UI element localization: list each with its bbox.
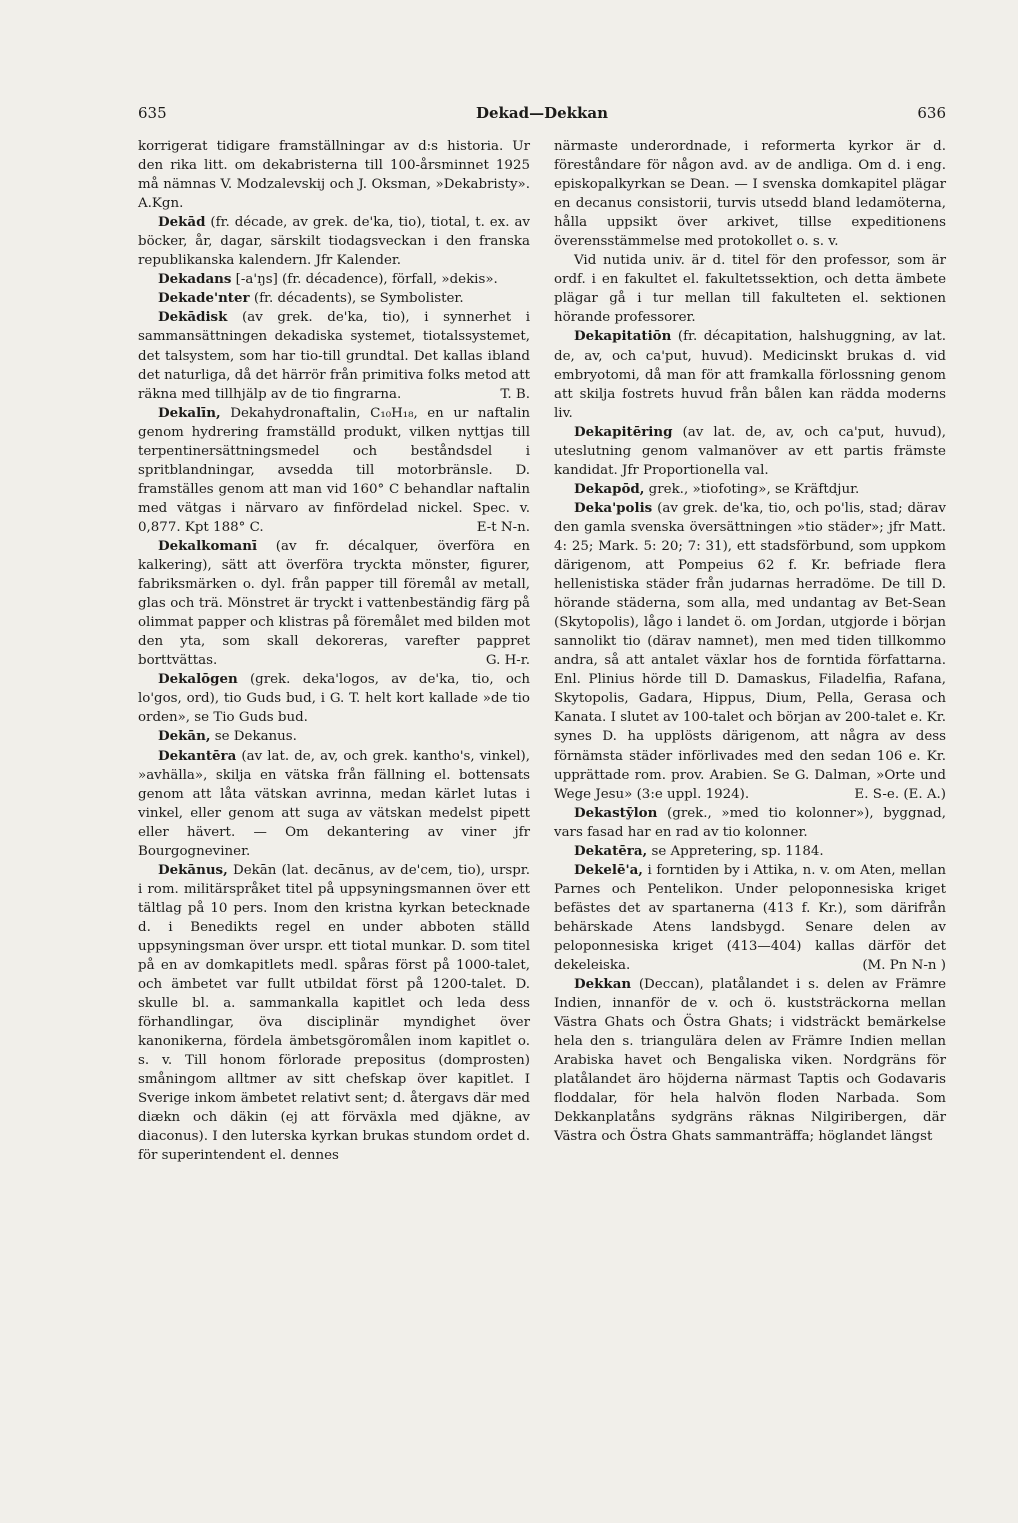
entry-dekan: Dekān, se Dekanus.: [158, 728, 297, 745]
entry-dekalkomani: Dekalkomanī (av fr. décalquer, överföra en kalkering), sätt att överföra tryckta mönster, figurer, fabriksmärken o. dyl. från papper till föremål av metall, glas och trä. Mönstret är tryckt i vattenbeständig färg på olimmat papper och klistras på föremålet med bilden mot den yta, som skall dekoreras, varefter pappret borttvättas. G. H-r.: [138, 537, 530, 670]
entry-dekad: Dekād (fr. décade, av grek. de'ka, tio), tiotal, t. ex. av böcker, år, dagar, särskilt tiodagsveckan i den franska republikanska kalendern. Jfr Kalender.: [138, 214, 530, 269]
headword: Dekādisk: [158, 309, 228, 326]
headword: Dekalkomanī: [158, 537, 258, 554]
headword: Deka'polis: [574, 499, 653, 516]
entry-dekalogen: Dekalōgen (grek. deka'logos, av de'ka, tio, och lo'gos, ord), tio Guds bud, i G. T. helt kort kallade »de tio orden», se Tio Guds bud.: [138, 671, 531, 726]
headword: Dekastȳlon: [574, 804, 658, 821]
entry-dekanus-univ: Vid nutida univ. är d. titel för den professor, som är ordf. i en fakultet el. fakultetssektion, och detta ämbete plägar gå i tur mellan till fakulteten el. sektionen hörande professorer.: [554, 253, 946, 326]
entry-dekapitering: Dekapitēring (av lat. de, av, och ca'put, huvud), uteslutning genom valmanöver av ett partis främste kandidat. Jfr Proportionella val.: [554, 423, 946, 478]
headword: Dekād: [158, 214, 206, 231]
entry-continuation: närmaste underordnade, i reformerta kyrkor är d. föreståndare för någon avd. av de andliga. Om d. i eng. episkopalkyrkan se Dean. — I svenska domkapitel plägar en decanus consistorii, turvis utsedd bland ledamöterna, hålla uppsikt över arkivet, tillse expeditionens överensstämmelse med protokollet o. s. v.: [554, 139, 946, 250]
author-signature: G. H-r.: [485, 653, 530, 669]
headword: Dekapitēring: [574, 423, 673, 440]
headword: Dekantēra: [158, 747, 237, 764]
page-number-left: 635: [138, 104, 167, 122]
entry-dekatera: Dekatēra, se Appretering, sp. 1184.: [574, 842, 824, 859]
headword: Dekānus,: [158, 861, 228, 878]
entry-dekanus: Dekānus, Dekān (lat. decānus, av de'cem, tio), urspr. i rom. militärspråket titel på uppsyningsmannen över ett tältlag på 10 pers. Inom den kristna kyrkan betecknade d. i Benedikts regel en under abboten ställd uppsyningsman över urspr. ett tiotal munkar. D. som titel på en av domkapitlets medl. spåras först på 1000-talet, och ämbetet var fullt utbildat först på 1200-talet. D. skulle bl. a. sammankalla kapitlet och leda dess förhandlingar, öva disciplinär myndighet över kanonikerna, fördela ämbetsgöromålen inom kapitlet o. s. v. Till honom förlorade prepositus (domprosten) småningom alltmer av sitt chefskap över kapitlet. I Sverige inkom ämbetet relativt sent; d. återgavs där med diækn och däkin (ej att förväxla med djäkne, av diaconus). I den luterska kyrkan brukas stundom ordet d. för superintendent el. dennes: [138, 861, 530, 1164]
entry-dekapitation: Dekapitatiōn (fr. décapitation, halshuggning, av lat. de, av, och ca'put, huvud). Medicinskt brukas d. vid embryotomi, då man för att framkalla förlossning genom att skilja fostrets huvud från bålen kan rädda moderns liv.: [554, 328, 946, 421]
entry-continuation: korrigerat tidigare framställningar av d:s historia. Ur den rika litt. om dekabristerna till 100-årsminnet 1925 må nämnas V. Modzalevskij och J. Oksman, »Dekabristy». A.Kgn.: [138, 139, 530, 212]
entry-dekapod: Dekapōd, grek., »tiofoting», se Kräftdjur.: [574, 480, 860, 497]
right-column: [554, 137, 946, 1146]
author-signature: E-t N-n.: [476, 519, 530, 535]
page-header: [138, 104, 946, 126]
left-column: [138, 137, 530, 1166]
entry-dekapolis: Deka'polis (av grek. de'ka, tio, och po'lis, stad; därav den gamla svenska översättningen »tio städer»; jfr Matt. 4: 25; Mark. 5: 20; 7: 31), ett stadsförbund, som uppkom därigenom, att Pompeius 62 f. Kr. befriade flera hellenistiska städer från judarnas herradöme. De till D. hörande städerna, som alla, med undantag av Bet-Sean (Skytopolis), lågo i landet ö. om Jordan, utgjorde i början sannolikt tio (därav namnet), men med tiden tillkommo andra, så att antalet växlar hos de forntida författarna. Enl. Plinius hörde till D. Damaskus, Filadelfia, Rafana, Skytopolis, Gadara, Hippus, Dium, Pella, Gerasa och Kanata. I slutet av 100-talet och början av 200-talet e. Kr. synes D. ha upplösts därigenom, att några av dess förnämsta städer införlivades med den sedan 106 e. Kr. upprättade rom. prov. Arabien. Se G. Dalman, »Orte und Wege Jesu» (3:e uppl. 1924). E. S-e. (E. A.): [554, 499, 946, 804]
entry-dekantera: Dekantēra (av lat. de, av, och grek. kantho's, vinkel), »avhälla», skilja en vätska från fällning el. bottensats genom att låta vätskan avrinna, medan kärlet lutas i vinkel, eller genom att suga av vätskan medelst pipett eller hävert. — Om dekantering av viner jfr Bourgogneviner.: [138, 747, 531, 859]
author-signature: T. B.: [500, 386, 530, 402]
author-signature: E. S-e. (E. A.): [854, 786, 946, 802]
headword: Dekapitatiōn: [574, 328, 672, 345]
entry-dekkan: Dekkan (Deccan), platålandet i s. delen av Främre Indien, innanför de v. och ö. kuststräckorna mellan Västra Ghats och Östra Ghats; i vidsträckt bemärkelse hela den s. triangulära delen av Främre Indien mellan Arabiska havet och Bengaliska viken. Nordgräns för platålandet äro höjderna närmast Taptis och Godavaris floddalar, för hela halvön floden Narbada. Som Dekkanplatåns sydgräns räknas Nilgiribergen, där Västra och Östra Ghats sammanträffa; höglandet längst: [554, 976, 947, 1145]
entry-dekelea: Dekelē'a, i forntiden by i Attika, n. v. om Aten, mellan Parnes och Pentelikon. Under peloponnesiska kriget befästes det av spartanerna (413 f. Kr.), som därifrån behärskade Atens landsbygd. Senare delen av peloponnesiska kriget (413—404) kallas därför det dekeleiska. (M. Pn N-n ): [554, 861, 946, 975]
entry-dekadans: Dekadans [-a'ŋs] (fr. décadence), förfall, »dekis».: [158, 271, 498, 288]
running-title: Dekad—Dekkan: [475, 104, 609, 122]
headword: Dekalōgen: [158, 671, 238, 688]
headword: Dekkan: [574, 976, 632, 993]
author-signature: (M. Pn N-n ): [862, 958, 946, 974]
headword: Dekade'nter: [158, 290, 250, 307]
headword: Dekapōd,: [574, 480, 645, 497]
entry-dekastylon: Dekastȳlon (grek., »med tio kolonner»), byggnad, vars fasad har en rad av tio kolonner.: [554, 804, 947, 840]
headword: Dekadans: [158, 271, 232, 288]
page-number-right: 636: [917, 104, 946, 122]
headword: Dekalīn,: [158, 404, 221, 421]
headword: Dekatēra,: [574, 842, 648, 859]
entry-dekadenter: Dekade'nter (fr. décadents), se Symbolister.: [158, 290, 464, 307]
entry-dekadisk: Dekādisk (av grek. de'ka, tio), i synnerhet i sammansättningen dekadiska systemet, tiotalssystemet, det talsystem, som har tio-till grundtal. Det kallas ibland det naturliga, då det härrör från primitiva folks metod att räkna med tillhjälp av de tio fingrarna. T. B.: [138, 308, 530, 403]
headword: Dekān,: [158, 728, 211, 745]
headword: Dekelē'a,: [574, 861, 643, 878]
entry-dekalin: Dekalīn, Dekahydronaftalin, C₁₀H₁₈, en ur naftalin genom hydrering framställd produkt, vilken nyttjas till terpentinersättningsmedel och beståndsdel i spritblandningar, avsedda till motorbränsle. D. framställes genom att man vid 160° C behandlar naftalin med vätgas i närvaro av finfördelad nickel. Spec. v. 0,877. Kpt 188° C. E-t N-n.: [138, 404, 530, 537]
